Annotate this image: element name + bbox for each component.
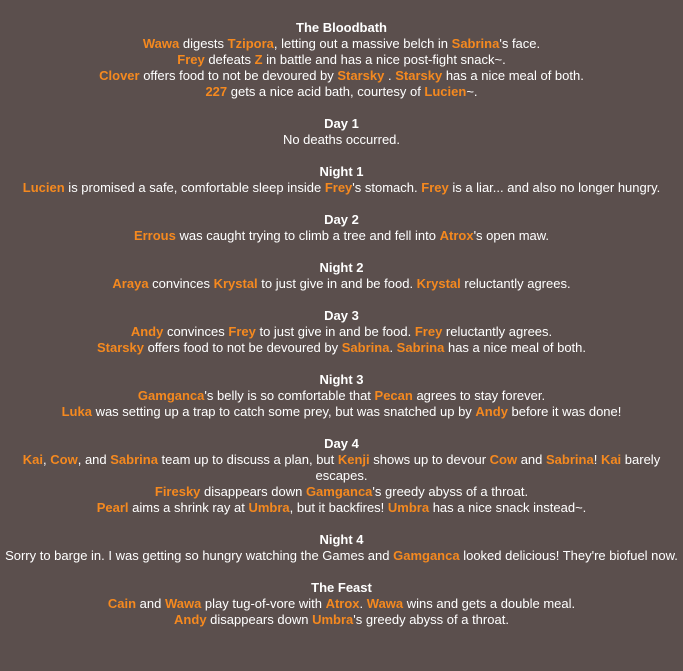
tribute-name: Gamganca [137,388,205,403]
tribute-name: Krystal [416,276,461,291]
tribute-name: Pecan [374,388,413,403]
tribute-name: Starsky [96,340,144,355]
event-text: , but it backfires! [289,500,388,515]
section [5,260,678,292]
tribute-name: Sabrina [341,340,390,355]
event-text: reluctantly agrees. [442,324,553,339]
event-text: in battle and has a nice post-fight snack~. [262,52,506,67]
tribute-name: Wawa [142,36,180,51]
tribute-name: Starsky [395,68,443,83]
event-text: disappears down [200,484,306,499]
event-text: , and [77,452,111,467]
section-heading: Day 1 [324,116,359,131]
event-text: play tug-of-vore with [201,596,326,611]
tribute-name: Cow [50,452,78,467]
event-line [5,500,678,516]
event-line [5,228,678,244]
event-text: convinces [163,324,229,339]
event-text: 's stomach. [352,180,422,195]
event-line [5,404,678,420]
event-line [5,452,678,484]
event-text: . [359,596,367,611]
event-text: 's belly is so comfortable that [204,388,375,403]
section [5,20,678,100]
tribute-name: Sabrina [451,36,500,51]
section-heading: Night 1 [319,164,364,179]
event-text: digests [179,36,228,51]
tribute-name: Frey [421,180,449,195]
tribute-name: Wawa [366,596,404,611]
tribute-name: Kenji [337,452,370,467]
section [5,212,678,244]
section-heading: Day 3 [324,308,359,323]
event-text: is a liar... and also no longer hungry. [448,180,661,195]
event-text: to just give in and be food. [257,276,417,291]
section-heading: Night 4 [319,532,364,547]
event-text: gets a nice acid bath, courtesy of [227,84,425,99]
tribute-name: Lucien [424,84,467,99]
tribute-name: Firesky [154,484,201,499]
section [5,116,678,148]
event-text: 's face. [499,36,541,51]
event-text: disappears down [206,612,313,627]
section-heading: Night 2 [319,260,364,275]
event-text: team up to discuss a plan, but [157,452,338,467]
event-line [5,52,678,68]
event-line [5,548,678,564]
tribute-name: Clover [99,68,140,83]
event-line [5,324,678,340]
event-text: 's greedy abyss of a throat. [353,612,509,627]
event-text: , letting out a massive belch in [273,36,452,51]
event-text: 's open maw. [473,228,550,243]
section [5,372,678,420]
tribute-name: Umbra [312,612,354,627]
section-heading: Day 4 [324,436,359,451]
section [5,580,678,628]
tribute-name: Wawa [164,596,202,611]
event-text: was setting up a trap to catch some prey, but was snatched up by [91,404,476,419]
tribute-name: Z [254,52,263,67]
event-text: ! [593,452,601,467]
tribute-name: Umbra [248,500,290,515]
event-line [5,340,678,356]
tribute-name: 227 [205,84,228,99]
tribute-name: Lucien [22,180,65,195]
event-text: looked delicious! They're biofuel now. [459,548,678,563]
tribute-name: Andy [475,404,508,419]
tribute-name: Pearl [96,500,129,515]
event-text: wins and gets a double meal. [403,596,576,611]
event-text: convinces [148,276,214,291]
event-text: agrees to stay forever. [412,388,546,403]
event-text: offers food to not be devoured by [143,340,342,355]
tribute-name: Krystal [213,276,258,291]
section [5,436,678,516]
event-text: . [389,340,397,355]
event-line [5,132,678,148]
tribute-name: Gamganca [305,484,373,499]
event-text: aims a shrink ray at [128,500,249,515]
tribute-name: Atrox [325,596,360,611]
event-text: ~. [466,84,478,99]
tribute-name: Luka [61,404,92,419]
event-text: and [136,596,165,611]
tribute-name: Tzipora [227,36,274,51]
event-text: has a nice meal of both. [444,340,587,355]
event-text: has a nice meal of both. [442,68,584,83]
section-heading: Night 3 [319,372,364,387]
tribute-name: Andy [130,324,164,339]
event-text: was caught trying to climb a tree and fell into [175,228,440,243]
event-text: reluctantly agrees. [460,276,571,291]
tribute-name: Araya [112,276,149,291]
event-line [5,180,678,196]
tribute-name: Sabrina [546,452,594,467]
event-line [5,276,678,292]
section [5,164,678,196]
tribute-name: Kai [22,452,44,467]
tribute-name: Frey [414,324,443,339]
tribute-name: Sabrina [396,340,445,355]
event-text: barely escapes. [315,452,661,483]
event-line [5,68,678,84]
tribute-name: Sabrina [110,452,158,467]
event-text: , [43,452,51,467]
event-text: offers food to not be devoured by [139,68,338,83]
event-text: has a nice snack instead~. [429,500,587,515]
event-text: defeats [204,52,255,67]
tribute-name: Frey [324,180,353,195]
event-text: Sorry to barge in. I was getting so hungry watching the Games and [5,548,394,563]
event-text: is promised a safe, comfortable sleep inside [64,180,325,195]
tribute-name: Frey [228,324,256,339]
tribute-name: Umbra [387,500,430,515]
event-log [5,0,678,628]
section [5,532,678,564]
event-text: No deaths occurred. [282,132,401,147]
section-heading: The Bloodbath [296,20,387,35]
section [5,308,678,356]
event-line [5,388,678,404]
tribute-name: Cain [107,596,137,611]
tribute-name: Starsky [337,68,385,83]
tribute-name: Gamganca [393,548,460,563]
event-text: before it was done! [507,404,622,419]
section-heading: Day 2 [324,212,359,227]
tribute-name: Kai [600,452,622,467]
tribute-name: Errous [133,228,176,243]
tribute-name: Andy [174,612,207,627]
section-heading: The Feast [311,580,372,595]
event-line [5,84,678,100]
tribute-name: Frey [177,52,205,67]
event-line [5,596,678,612]
event-text: . [384,68,396,83]
event-line [5,36,678,52]
event-line [5,612,678,628]
event-text: to just give in and be food. [255,324,415,339]
event-text: shows up to devour [369,452,490,467]
event-text: and [517,452,547,467]
event-text: 's greedy abyss of a throat. [372,484,529,499]
tribute-name: Cow [489,452,518,467]
tribute-name: Atrox [439,228,474,243]
event-line [5,484,678,500]
